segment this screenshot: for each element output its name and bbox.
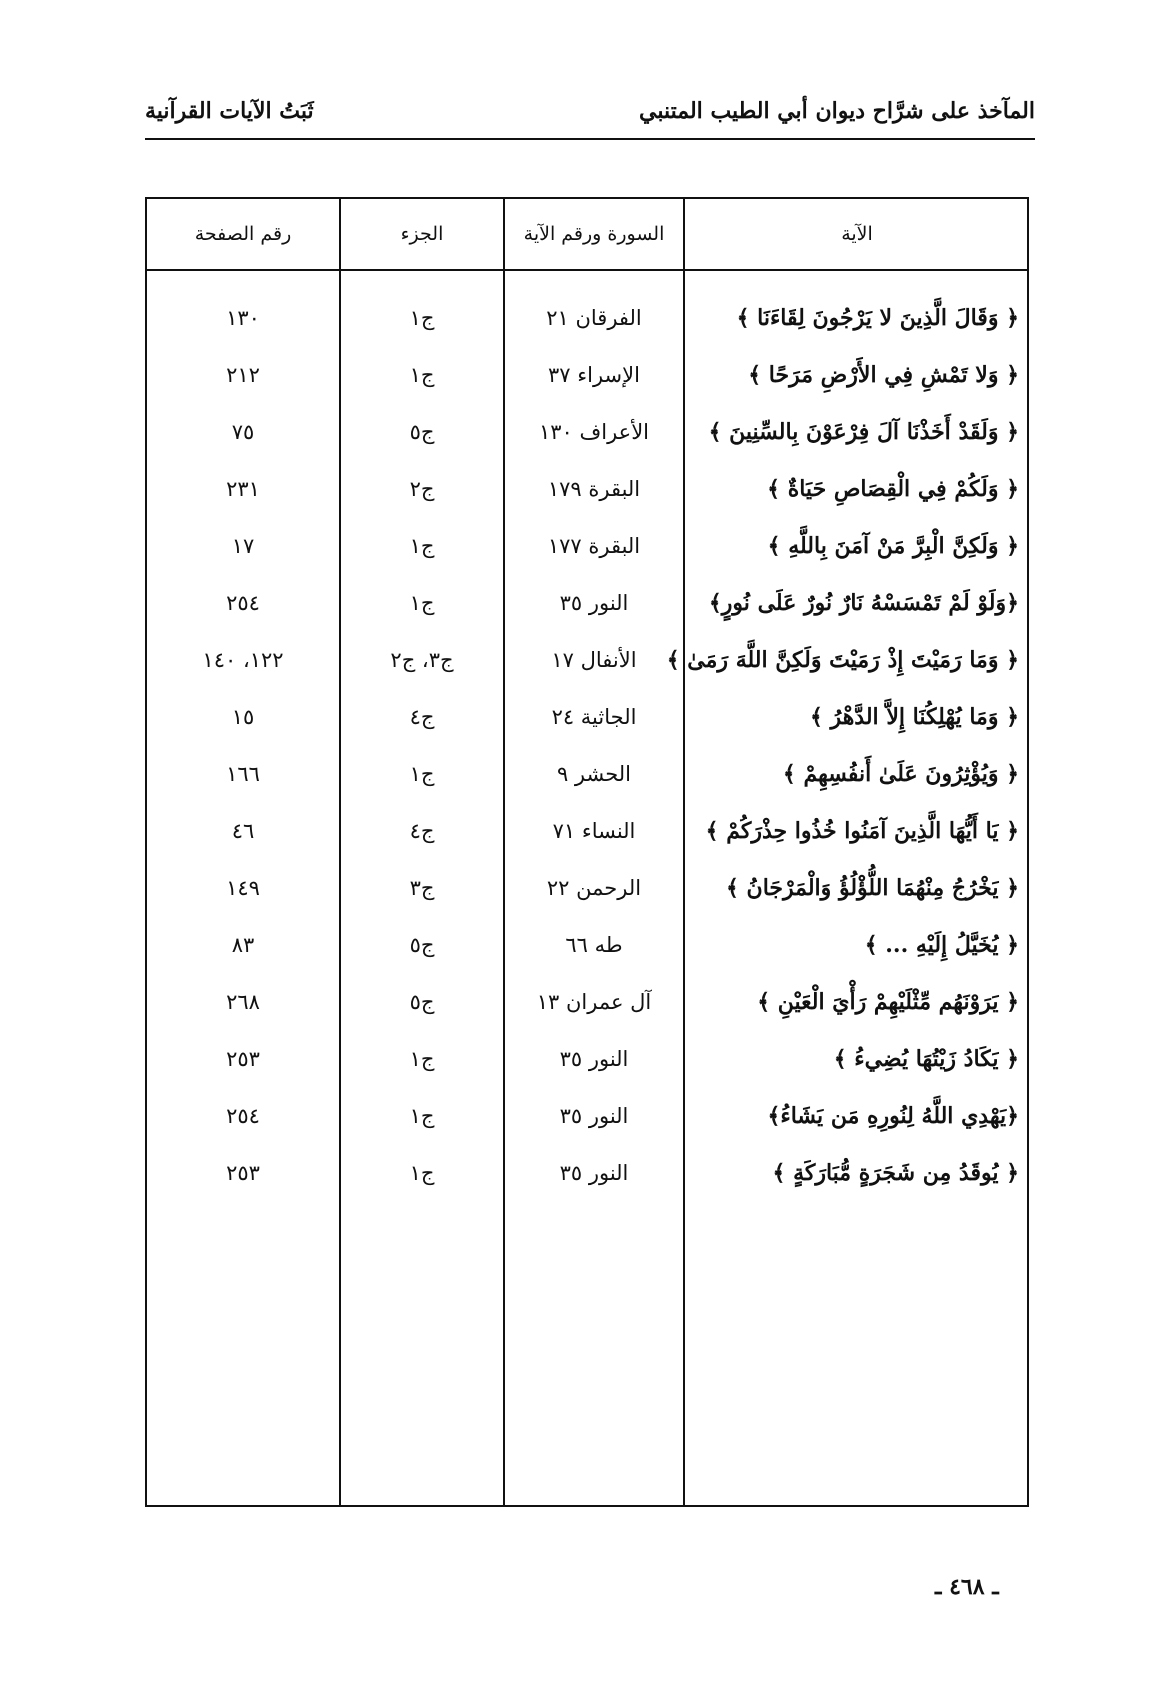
cell-surah: الأعراف ١٣٠: [538, 420, 650, 444]
cell-surah: البقرة ١٧٧: [547, 534, 641, 558]
cell-ayah: ﴿ وَلَقَدْ أَخَذْنَا آلَ فِرْعَوْنَ بِالسِّنِينَ ﴾: [708, 419, 1019, 445]
cell-page: ٧٥: [231, 420, 255, 444]
section-title: ثَبَتُ الآيات القرآنية: [145, 98, 314, 124]
cell-page: ٢٥٤: [226, 1104, 260, 1128]
cell-juz: ج١: [409, 1047, 435, 1071]
cell-surah: البقرة ١٧٩: [547, 477, 641, 501]
cell-ayah: ﴿ يُخَيَّلُ إِلَيْهِ ... ﴾: [864, 932, 1019, 958]
page-header: [145, 92, 1035, 140]
cell-surah: النور ٣٥: [559, 1104, 629, 1128]
cell-surah: الفرقان ٢١: [546, 306, 642, 330]
cell-juz: ج١: [409, 363, 435, 387]
cell-page: ١٣٠: [226, 306, 260, 330]
cell-juz: ج٢: [409, 477, 435, 501]
table-row: [147, 640, 1027, 697]
header-page: رقم الصفحة: [194, 223, 292, 245]
cell-page: ١٦٦: [226, 762, 260, 786]
cell-page: ١٧: [231, 534, 255, 558]
cell-surah: آل عمران ١٣: [536, 990, 652, 1014]
cell-surah: الإسراء ٣٧: [548, 363, 640, 387]
table-row: [147, 697, 1027, 754]
cell-ayah: ﴿ وَلَكِنَّ الْبِرَّ مَنْ آمَنَ بِاللَّهِ ﴾: [767, 533, 1019, 559]
cell-ayah: ﴿ وَمَا يُهْلِكُنَا إِلاَّ الدَّهْرُ ﴾: [810, 704, 1019, 730]
cell-page: ١٥: [231, 705, 255, 729]
cell-page: ٢١٢: [226, 363, 260, 387]
cell-juz: ج١: [409, 306, 435, 330]
cell-surah: طه ٦٦: [565, 933, 623, 957]
table-row: [147, 754, 1027, 811]
table-row: [147, 469, 1027, 526]
cell-page: ٢٣١: [226, 477, 260, 501]
cell-page: ٨٣: [231, 933, 255, 957]
cell-juz: ج٤: [409, 819, 435, 843]
cell-ayah: ﴿يَهْدِي اللَّهُ لِنُورِهِ مَن يَشَاءُ﴾: [767, 1103, 1019, 1129]
cell-ayah: ﴿ يَرَوْنَهُم مِّثْلَيْهِمْ رَأْيَ الْعَيْنِ ﴾: [757, 989, 1019, 1015]
cell-surah: الأنفال ١٧: [551, 648, 637, 672]
verses-index-table: [145, 197, 1029, 1507]
cell-juz: ج١: [409, 534, 435, 558]
table-row: [147, 526, 1027, 583]
cell-ayah: ﴿ وَمَا رَمَيْتَ إِذْ رَمَيْتَ وَلَكِنَّ اللَّهَ رَمَىٰ ﴾: [666, 647, 1019, 673]
cell-ayah: ﴿وَلَوْ لَمْ تَمْسَسْهُ نَارٌ نُورٌ عَلَى نُورٍ﴾: [708, 590, 1019, 616]
header-ayah: الآية: [841, 223, 873, 245]
table-row: [147, 982, 1027, 1039]
cell-surah: النور ٣٥: [559, 1047, 629, 1071]
header-surah: السورة ورقم الآية: [523, 223, 665, 245]
cell-ayah: ﴿ وَلا تَمْشِ فِي الأَرْضِ مَرَحًا ﴾: [748, 362, 1019, 388]
table-row: [147, 583, 1027, 640]
cell-page: ٤٦: [231, 819, 255, 843]
table-row: [147, 1153, 1027, 1210]
table-row: [147, 811, 1027, 868]
cell-surah: الحشر ٩: [556, 762, 632, 786]
cell-juz: ج٥: [409, 933, 435, 957]
cell-surah: النور ٣٥: [559, 591, 629, 615]
table-row: [147, 355, 1027, 412]
cell-page: ٢٦٨: [226, 990, 260, 1014]
cell-juz: ج٣، ج٢: [390, 648, 454, 672]
cell-juz: ج٥: [409, 990, 435, 1014]
cell-ayah: ﴿ وَقَالَ الَّذِينَ لا يَرْجُونَ لِقَاءَنَا ﴾: [736, 305, 1019, 331]
cell-page: ٢٥٣: [226, 1047, 260, 1071]
cell-surah: الرحمن ٢٢: [546, 876, 642, 900]
table-row: [147, 1039, 1027, 1096]
cell-ayah: ﴿ يَا أَيُّهَا الَّذِينَ آمَنُوا خُذُوا حِذْرَكُمْ ﴾: [705, 818, 1019, 844]
cell-page: ١٤٩: [226, 876, 260, 900]
cell-juz: ج٣: [409, 876, 435, 900]
cell-ayah: ﴿ وَلَكُمْ فِي الْقِصَاصِ حَيَاةٌ ﴾: [767, 476, 1019, 502]
table-row: [147, 298, 1027, 355]
cell-juz: ج٥: [409, 420, 435, 444]
table-row: [147, 412, 1027, 469]
cell-page: ٢٥٣: [226, 1161, 260, 1185]
table-row: [147, 925, 1027, 982]
cell-ayah: ﴿ وَيُؤْثِرُونَ عَلَىٰ أَنفُسِهِمْ ﴾: [782, 761, 1019, 787]
header-divider: [147, 269, 1027, 271]
cell-juz: ج١: [409, 1161, 435, 1185]
table-row: [147, 868, 1027, 925]
cell-page: ٢٥٤: [226, 591, 260, 615]
cell-juz: ج١: [409, 591, 435, 615]
cell-ayah: ﴿ يُوقَدُ مِن شَجَرَةٍ مُّبَارَكَةٍ ﴾: [772, 1160, 1019, 1186]
table-body: [147, 298, 1027, 1210]
cell-juz: ج١: [409, 762, 435, 786]
cell-ayah: ﴿ يَخْرُجُ مِنْهُمَا اللُّؤْلُؤُ وَالْمَرْجَانُ ﴾: [725, 875, 1019, 901]
cell-page: ١٢٢، ١٤٠: [202, 648, 284, 672]
page-number: ـ ٤٦٨ ـ: [935, 1574, 999, 1600]
cell-juz: ج١: [409, 1104, 435, 1128]
cell-surah: النساء ٧١: [552, 819, 636, 843]
cell-surah: النور ٣٥: [559, 1161, 629, 1185]
cell-juz: ج٤: [409, 705, 435, 729]
cell-ayah: ﴿ يَكَادُ زَيْتُهَا يُضِيءُ ﴾: [833, 1046, 1019, 1072]
book-title: المآخذ على شرَّاح ديوان أبي الطيب المتنبي: [639, 98, 1035, 124]
table-row: [147, 1096, 1027, 1153]
header-juz: الجزء: [400, 223, 444, 245]
cell-surah: الجاثية ٢٤: [551, 705, 637, 729]
